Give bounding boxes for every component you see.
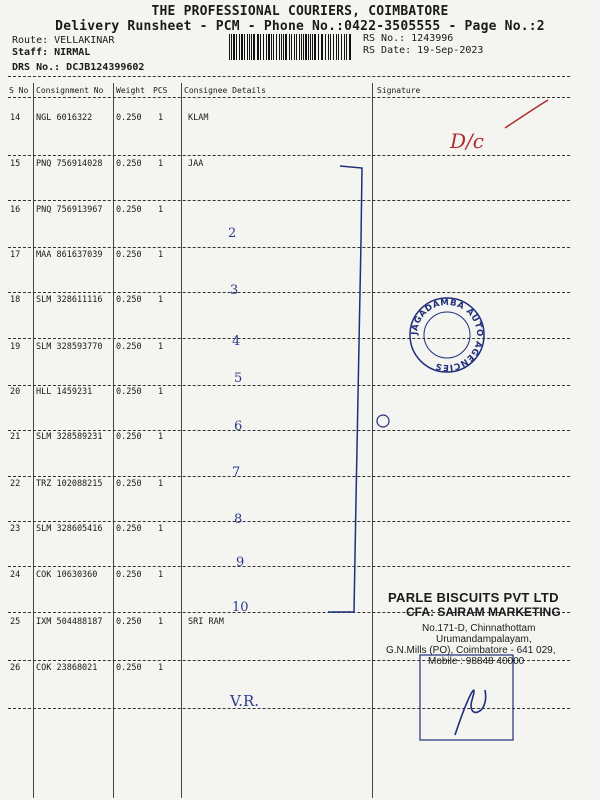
row-consignee: SRI RAM [188,617,224,627]
company-title: THE PROFESSIONAL COURIERS, COIMBATORE [151,4,449,19]
signature-scribble [505,100,548,128]
bracket-line [328,166,362,612]
row-sno: 18 [10,295,21,305]
stamp-cfa: CFA: SAIRAM MARKETING [406,605,561,619]
row-sno: 15 [10,159,21,169]
col-header-weight: Weight [116,86,145,95]
row-sno: 19 [10,342,21,352]
row-pcs: 1 [158,663,164,673]
stamp-signature [455,690,486,735]
stamp-address-3: G.N.Mills (PO), Coimbatore - 641 029, [386,645,556,656]
row-weight: 0.250 [116,342,142,352]
col-header-sno: S No [9,86,29,95]
row-sno: 20 [10,387,21,397]
row-sno: 14 [10,113,21,123]
row-sno: 17 [10,250,21,260]
row-pcs: 1 [158,342,164,352]
row-consignment-no: SLM 328593770 [36,342,103,352]
stamp-company: PARLE BISCUITS PVT LTD [388,590,559,605]
hand-number: 7 [232,465,241,480]
row-sno: 22 [10,479,21,489]
route-label: Route: VELLAKINAR [12,35,115,46]
row-pcs: 1 [158,617,164,627]
rs-date: RS Date: 19-Sep-2023 [363,45,484,56]
row-consignee: JAA [188,159,204,169]
row-weight: 0.250 [116,570,142,580]
staff-label: Staff: NIRMAL [12,47,91,58]
row-pcs: 1 [158,479,164,489]
col-header-consignee: Consignee Details [184,86,266,95]
row-weight: 0.250 [116,432,142,442]
row-weight: 0.250 [116,387,142,397]
row-pcs: 1 [158,387,164,397]
row-consignment-no: SLM 328589231 [36,432,103,442]
row-consignment-no: SLM 328611116 [36,295,103,305]
hand-number: 4 [232,334,241,349]
signature-mark: D/c [450,129,484,153]
hand-number: 8 [234,512,243,527]
col-header-consignment: Consignment No [36,86,104,95]
row-consignment-no: HLL 1459231 [36,387,93,397]
row-consignment-no: PNQ 756914028 [36,159,103,169]
hand-number: 9 [236,555,245,570]
row-consignee: KLAM [188,113,209,123]
drs-number: DRS No.: DCJB124399602 [12,62,145,73]
stamp-address-1: No.171-D, Chinnathottam [422,623,536,634]
row-pcs: 1 [158,295,164,305]
round-stamp-text: JAGADAMBA AUTO AGENCIES [409,297,485,373]
col-header-signature: Signature [377,86,421,95]
hand-number: 3 [230,283,239,298]
circled-mark-icon [377,415,389,427]
row-weight: 0.250 [116,205,142,215]
runsheet-subtitle: Delivery Runsheet - PCM - Phone No.:0422-3505555 - Page No.:2 [55,19,545,34]
row-pcs: 1 [158,570,164,580]
row-consignment-no: COK 23868021 [36,663,98,673]
row-consignment-no: PNQ 756913967 [36,205,103,215]
hand-number: 2 [228,226,237,241]
row-weight: 0.250 [116,159,142,169]
row-consignment-no: TRZ 102088215 [36,479,103,489]
row-consignment-no: NGL 6016322 [36,113,93,123]
hand-number: 10 [232,600,249,615]
row-consignment-no: MAA 861637039 [36,250,103,260]
row-sno: 25 [10,617,21,627]
row-pcs: 1 [158,250,164,260]
row-sno: 24 [10,570,21,580]
row-sno: 26 [10,663,21,673]
row-weight: 0.250 [116,295,142,305]
hand-number: 6 [234,419,243,434]
row-consignment-no: SLM 328605416 [36,524,103,534]
rs-number: RS No.: 1243996 [363,33,454,44]
row-pcs: 1 [158,159,164,169]
hand-initials: V.R. [230,692,260,710]
col-header-pcs: PCS [153,86,168,95]
row-consignment-no: IXM 504488187 [36,617,103,627]
stamp-mobile: Mobile : 98848 40000 [428,656,525,667]
row-pcs: 1 [158,113,164,123]
row-weight: 0.250 [116,113,142,123]
row-pcs: 1 [158,205,164,215]
row-sno: 23 [10,524,21,534]
row-pcs: 1 [158,432,164,442]
row-sno: 21 [10,432,21,442]
hand-number: 5 [234,371,243,386]
stamp-address-2: Urumandampalayam, [436,634,532,645]
row-weight: 0.250 [116,663,142,673]
row-weight: 0.250 [116,524,142,534]
row-weight: 0.250 [116,479,142,489]
row-weight: 0.250 [116,250,142,260]
row-weight: 0.250 [116,617,142,627]
row-sno: 16 [10,205,21,215]
row-pcs: 1 [158,524,164,534]
square-stamp-frame [420,655,513,740]
row-consignment-no: COK 10630360 [36,570,98,580]
